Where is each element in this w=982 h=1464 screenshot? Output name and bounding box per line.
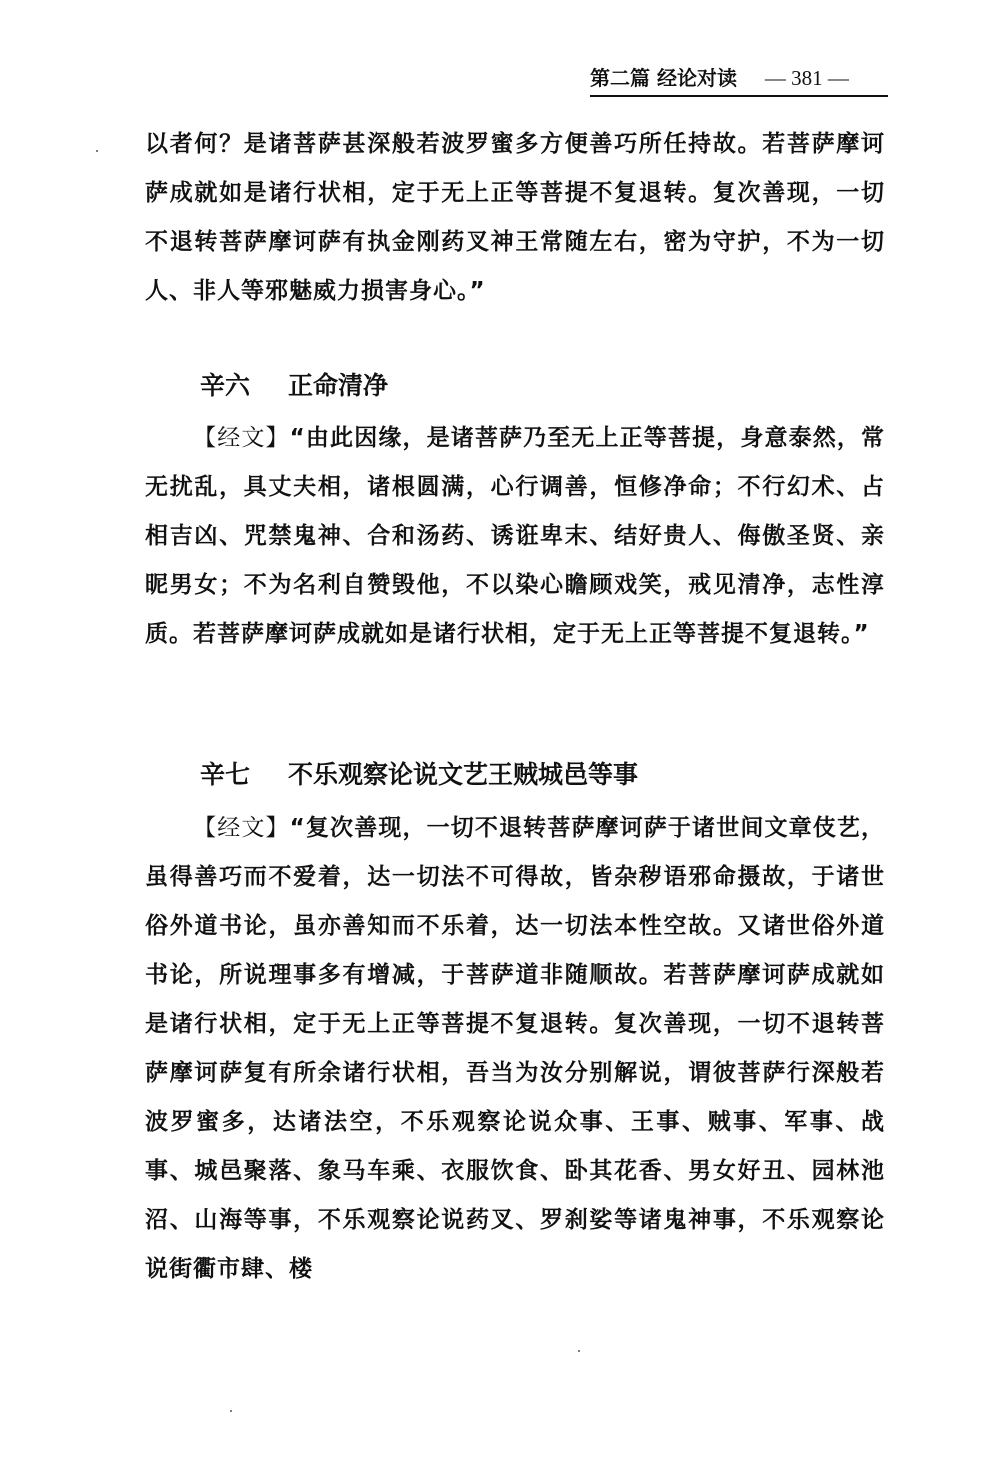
section-number: 辛六 — [200, 371, 251, 400]
section-heading-zhengming — [200, 366, 388, 406]
scan-speck — [96, 150, 98, 152]
section-title: 不乐观察论说文艺王贼城邑等事 — [288, 760, 639, 789]
scripture-paragraph-zhengming — [145, 414, 885, 659]
jingwen-label: 【经文】 — [193, 815, 290, 841]
section-heading-bule — [200, 755, 638, 795]
chapter-title: 第二篇 经论对读 — [590, 66, 737, 90]
section-title: 正命清净 — [288, 371, 389, 400]
scan-speck — [578, 1350, 580, 1352]
scripture-paragraph-bule — [145, 804, 885, 1294]
scripture-text: “由此因缘，是诸菩萨乃至无上正等菩提，身意泰然，常无扰乱，具丈夫相，诸根圆满，心行调善，恒修净命；不行幻术、占相吉凶、咒禁鬼神、合和汤药、诱诳卑末、结好贵人、侮傲圣贤、亲昵男女；不为名利自赞毁他，不以染心瞻顾戏笑，戒见清净，志性淳质。若菩萨摩诃萨成就如是诸行状相，定于无上正等菩提不复退转。” — [145, 425, 885, 647]
scan-speck — [230, 1410, 232, 1412]
running-head — [590, 62, 890, 94]
continuation-paragraph: 以者何？是诸菩萨甚深般若波罗蜜多方便善巧所任持故。若菩萨摩诃萨成就如是诸行状相，定于无上正等菩提不复退转。复次善现，一切不退转菩萨摩诃萨有执金刚药叉神王常随左右，密为守护，不为一切人、非人等邪魅威力损害身心。” — [145, 131, 885, 304]
header-rule — [590, 95, 888, 97]
jingwen-label: 【经文】 — [193, 425, 290, 451]
page-number: — 381 — — [764, 66, 849, 90]
scripture-text: “复次善现，一切不退转菩萨摩诃萨于诸世间文章伎艺，虽得善巧而不爱着，达一切法不可得故，皆杂秽语邪命摄故，于诸世俗外道书论，虽亦善知而不乐着，达一切法本性空故。又诸世俗外道书论，所说理事多有增减，于菩萨道非随顺故。若菩萨摩诃萨成就如是诸行状相，定于无上正等菩提不复退转。复次善现，一切不退转菩萨摩诃萨复有所余诸行状相，吾当为汝分别解说，谓彼菩萨行深般若波罗蜜多，达诸法空，不乐观察论说众事、王事、贼事、军事、战事、城邑聚落、象马车乘、衣服饮食、卧其花香、男女好丑、园林池沼、山海等事，不乐观察论说药叉、罗刹娑等诸鬼神事，不乐观察论说街衢市肆、楼 — [145, 815, 885, 1282]
section-number: 辛七 — [200, 760, 251, 789]
